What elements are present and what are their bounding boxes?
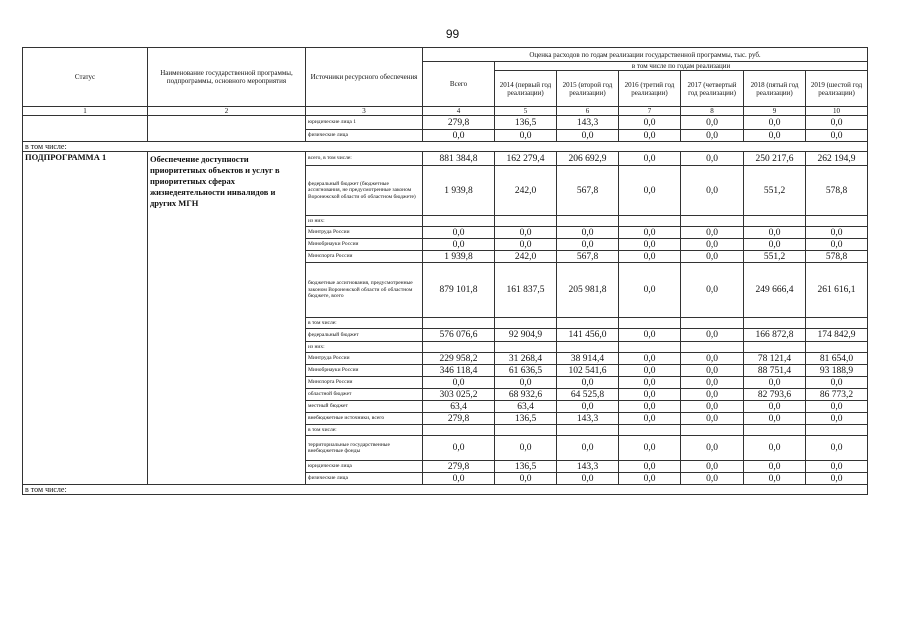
empty-cell [23,116,148,130]
value-cell: 0,0 [681,473,744,485]
value-cell: 0,0 [681,166,744,216]
value-cell: 879 101,8 [423,263,495,318]
source-cell: Минтруда России [306,353,423,365]
column-number: 4 [423,107,495,116]
value-cell: 0,0 [619,436,681,461]
table-row [23,130,868,142]
value-cell: 0,0 [495,227,557,239]
value-cell: 93 188,9 [806,365,868,377]
subprogram-status: ПОДПРОГРАММА 1 [23,152,148,485]
source-cell: Минобрнауки России [306,239,423,251]
value-cell: 0,0 [557,377,619,389]
value-cell [619,216,681,227]
source-cell: Минобрнауки России [306,365,423,377]
value-cell: 0,0 [557,473,619,485]
value-cell: 0,0 [619,413,681,425]
value-cell: 88 751,4 [744,365,806,377]
value-cell: 279,8 [423,116,495,130]
value-cell: 86 773,2 [806,389,868,401]
source-cell: в том числе: [306,318,423,329]
value-cell: 279,8 [423,413,495,425]
subprogram-name: Обеспечение доступности приоритетных объектов и услуг в приоритетных сферах жизнедеятельности инвалидов и других МГН [148,152,306,485]
value-cell: 63,4 [495,401,557,413]
source-cell: всего, в том числе: [306,152,423,166]
value-cell: 0,0 [619,263,681,318]
value-cell [806,342,868,353]
value-cell: 0,0 [744,461,806,473]
value-cell: 143,3 [557,116,619,130]
value-cell [681,342,744,353]
value-cell: 303 025,2 [423,389,495,401]
value-cell: 0,0 [495,239,557,251]
section-label: в том числе: [23,142,868,152]
value-cell: 0,0 [619,401,681,413]
value-cell [619,342,681,353]
value-cell: 0,0 [423,473,495,485]
value-cell: 0,0 [557,130,619,142]
header-total: Всего [423,62,495,107]
header-year: 2016 (третий год реализации) [619,71,681,107]
value-cell: 0,0 [423,239,495,251]
value-cell: 136,5 [495,461,557,473]
value-cell [557,216,619,227]
value-cell: 0,0 [806,227,868,239]
value-cell [495,216,557,227]
header-status: Статус [23,48,148,107]
value-cell: 82 793,6 [744,389,806,401]
header-year: 2018 (пятый год реализации) [744,71,806,107]
value-cell [744,216,806,227]
source-cell: территориальные государственные внебюджетные фонды [306,436,423,461]
value-cell: 0,0 [619,239,681,251]
value-cell: 0,0 [681,413,744,425]
value-cell: 0,0 [681,329,744,342]
value-cell [495,425,557,436]
value-cell: 166 872,8 [744,329,806,342]
value-cell [806,318,868,329]
value-cell: 261 616,1 [806,263,868,318]
value-cell: 0,0 [806,239,868,251]
value-cell: 0,0 [744,436,806,461]
value-cell [423,318,495,329]
value-cell: 81 654,0 [806,353,868,365]
source-cell: физические лица [306,130,423,142]
value-cell: 0,0 [806,130,868,142]
value-cell: 0,0 [557,436,619,461]
section-row [23,142,868,152]
header-year: 2014 (первый год реализации) [495,71,557,107]
header-sources: Источники ресурсного обеспечения [306,48,423,107]
value-cell: 38 914,4 [557,353,619,365]
value-cell: 0,0 [806,377,868,389]
value-cell: 0,0 [681,130,744,142]
value-cell: 0,0 [744,130,806,142]
value-cell [423,216,495,227]
column-number: 8 [681,107,744,116]
value-cell: 61 636,5 [495,365,557,377]
value-cell: 0,0 [619,251,681,263]
value-cell: 578,8 [806,166,868,216]
source-cell: Минспорта России [306,251,423,263]
header-name: Наименование государственной программы, подпрограммы, основного мероприятия [148,48,306,107]
column-number: 10 [806,107,868,116]
value-cell [681,216,744,227]
value-cell: 551,2 [744,166,806,216]
value-cell: 0,0 [681,239,744,251]
value-cell [619,318,681,329]
value-cell: 92 904,9 [495,329,557,342]
value-cell: 0,0 [681,401,744,413]
value-cell: 0,0 [619,389,681,401]
header-estimate: Оценка расходов по годам реализации государственной программы, тыс. руб. [423,48,868,62]
value-cell: 0,0 [619,227,681,239]
value-cell: 1 939,8 [423,166,495,216]
value-cell: 881 384,8 [423,152,495,166]
value-cell: 206 692,9 [557,152,619,166]
value-cell: 567,8 [557,166,619,216]
value-cell [423,342,495,353]
value-cell: 0,0 [681,436,744,461]
value-cell: 0,0 [423,436,495,461]
value-cell: 578,8 [806,251,868,263]
value-cell [619,425,681,436]
value-cell: 0,0 [619,329,681,342]
value-cell [557,318,619,329]
value-cell: 136,5 [495,116,557,130]
value-cell: 0,0 [619,353,681,365]
value-cell: 1 939,8 [423,251,495,263]
column-number: 2 [148,107,306,116]
value-cell: 249 666,4 [744,263,806,318]
value-cell: 141 456,0 [557,329,619,342]
empty-cell [23,130,148,142]
source-cell: физические лица [306,473,423,485]
value-cell: 0,0 [619,130,681,142]
value-cell [806,425,868,436]
value-cell: 0,0 [744,413,806,425]
value-cell: 0,0 [619,461,681,473]
source-cell: федеральный бюджет (бюджетные ассигнования, не предусмотренные законом Воронежской области об областном бюджете) [306,166,423,216]
value-cell [744,425,806,436]
empty-cell [148,130,306,142]
value-cell: 567,8 [557,251,619,263]
value-cell: 0,0 [423,227,495,239]
value-cell: 0,0 [557,227,619,239]
value-cell: 0,0 [681,116,744,130]
value-cell: 63,4 [423,401,495,413]
value-cell: 0,0 [744,473,806,485]
value-cell: 64 525,8 [557,389,619,401]
value-cell: 0,0 [619,166,681,216]
column-number: 3 [306,107,423,116]
value-cell: 346 118,4 [423,365,495,377]
source-cell: областной бюджет [306,389,423,401]
value-cell: 0,0 [806,413,868,425]
value-cell [744,318,806,329]
header-year: 2019 (шестой год реализации) [806,71,868,107]
source-cell: внебюджетные источники, всего [306,413,423,425]
value-cell: 143,3 [557,461,619,473]
value-cell: 0,0 [495,377,557,389]
column-number: 1 [23,107,148,116]
value-cell: 0,0 [423,377,495,389]
value-cell: 0,0 [681,377,744,389]
value-cell: 0,0 [806,436,868,461]
header-year: 2015 (второй год реализации) [557,71,619,107]
value-cell: 0,0 [423,130,495,142]
column-number: 7 [619,107,681,116]
value-cell: 242,0 [495,166,557,216]
value-cell: 576 076,6 [423,329,495,342]
source-cell: местный бюджет [306,401,423,413]
source-cell: юридические лица [306,461,423,473]
value-cell: 0,0 [681,227,744,239]
source-cell: в том числе: [306,425,423,436]
value-cell [681,318,744,329]
value-cell: 0,0 [681,263,744,318]
value-cell [423,425,495,436]
section-row [23,485,868,495]
value-cell: 262 194,9 [806,152,868,166]
value-cell: 0,0 [619,473,681,485]
table-row [23,152,868,166]
value-cell: 0,0 [806,461,868,473]
column-number: 6 [557,107,619,116]
value-cell: 0,0 [744,377,806,389]
value-cell: 78 121,4 [744,353,806,365]
value-cell: 0,0 [744,116,806,130]
value-cell: 0,0 [557,401,619,413]
value-cell [557,425,619,436]
value-cell [495,318,557,329]
value-cell: 0,0 [806,473,868,485]
value-cell: 0,0 [806,401,868,413]
value-cell: 174 842,9 [806,329,868,342]
value-cell [495,342,557,353]
value-cell: 0,0 [744,227,806,239]
value-cell: 551,2 [744,251,806,263]
value-cell: 0,0 [681,152,744,166]
value-cell: 0,0 [619,152,681,166]
value-cell: 0,0 [495,130,557,142]
value-cell: 0,0 [681,365,744,377]
value-cell: 0,0 [744,239,806,251]
value-cell: 0,0 [619,365,681,377]
source-cell: Минспорта России [306,377,423,389]
value-cell: 250 217,6 [744,152,806,166]
value-cell: 0,0 [806,116,868,130]
source-cell: бюджетные ассигнования, предусмотренные законом Воронежской области об областном бюджете, всего [306,263,423,318]
value-cell: 0,0 [495,436,557,461]
table-row [23,116,868,130]
source-cell: федеральный бюджет [306,329,423,342]
header-by-years: в том числе по годам реализации [495,62,868,71]
header-year: 2017 (четвертый год реализации) [681,71,744,107]
source-cell: юридические лица 1 [306,116,423,130]
value-cell: 0,0 [495,473,557,485]
value-cell: 242,0 [495,251,557,263]
value-cell [557,342,619,353]
value-cell: 162 279,4 [495,152,557,166]
value-cell: 0,0 [681,251,744,263]
value-cell: 279,8 [423,461,495,473]
value-cell [806,216,868,227]
source-cell: из них: [306,342,423,353]
value-cell: 0,0 [681,389,744,401]
value-cell: 229 958,2 [423,353,495,365]
page-number: 99 [445,27,460,41]
budget-table [22,47,868,495]
value-cell: 68 932,6 [495,389,557,401]
source-cell: Минтруда России [306,227,423,239]
value-cell: 205 981,8 [557,263,619,318]
value-cell: 0,0 [619,377,681,389]
value-cell: 143,3 [557,413,619,425]
value-cell: 0,0 [557,239,619,251]
value-cell: 0,0 [681,353,744,365]
value-cell: 0,0 [744,401,806,413]
value-cell: 161 837,5 [495,263,557,318]
value-cell: 0,0 [619,116,681,130]
value-cell: 136,5 [495,413,557,425]
value-cell: 31 268,4 [495,353,557,365]
value-cell: 0,0 [681,461,744,473]
value-cell [681,425,744,436]
value-cell [744,342,806,353]
footer-label: в том числе: [23,485,868,495]
source-cell: из них: [306,216,423,227]
value-cell: 102 541,6 [557,365,619,377]
empty-cell [148,116,306,130]
column-number: 5 [495,107,557,116]
column-number: 9 [744,107,806,116]
